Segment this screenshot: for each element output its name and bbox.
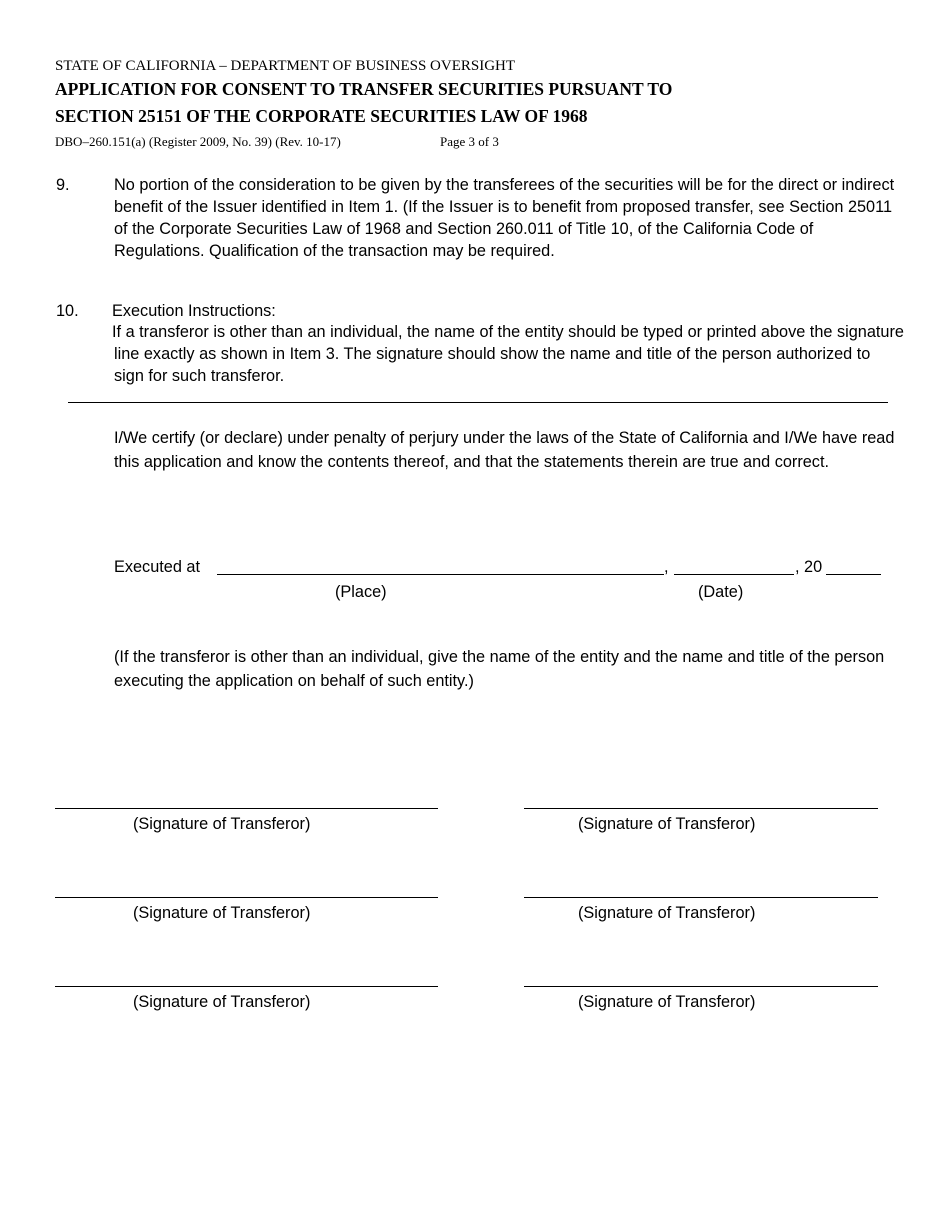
form-title-line-2: SECTION 25151 OF THE CORPORATE SECURITIES LAW OF 1968 (55, 106, 588, 126)
item-9-number: 9. (56, 176, 70, 194)
item-10-heading: Execution Instructions: (112, 302, 276, 320)
place-date-separator: , (664, 558, 669, 576)
date-field[interactable] (674, 574, 794, 575)
section-divider (68, 402, 888, 403)
signature-caption-2: (Signature of Transferor) (578, 815, 756, 833)
form-title-line-1: APPLICATION FOR CONSENT TO TRANSFER SECURITIES PURSUANT TO (55, 79, 673, 99)
year-prefix: , 20 (795, 558, 823, 576)
signature-line-1[interactable] (55, 808, 438, 809)
signature-line-6[interactable] (524, 986, 878, 987)
entity-instruction-note: (If the transferor is other than an individual, give the name of the entity and the name and title of the person executing the application on behalf of such entity.) (114, 648, 885, 690)
signature-line-3[interactable] (55, 897, 438, 898)
place-field[interactable] (217, 574, 664, 575)
signature-line-5[interactable] (55, 986, 438, 987)
signature-line-2[interactable] (524, 808, 878, 809)
page-number: Page 3 of 3 (440, 134, 499, 149)
form-number: DBO–260.151(a) (Register 2009, No. 39) (Rev. 10-17) (55, 134, 341, 149)
item-9-text: No portion of the consideration to be given by the transferees of the securities will be for the direct or indirect benefit of the Issuer identified in Item 1. (If the Issuer is to benefit from proposed transfer, see Section 25011 of the Corporate Securities Law of 1968 and Section 260.011 of Title 10, of the California Code of Regulations. Qualification of the transaction may be required. (114, 176, 895, 260)
agency-name: STATE OF CALIFORNIA – DEPARTMENT OF BUSINESS OVERSIGHT (55, 58, 516, 74)
signature-caption-5: (Signature of Transferor) (133, 993, 311, 1011)
signature-line-4[interactable] (524, 897, 878, 898)
signature-caption-4: (Signature of Transferor) (578, 904, 756, 922)
certification-statement: I/We certify (or declare) under penalty of perjury under the laws of the State of California and I/We have read this application and know the contents thereof, and that the statements therein are true and correct. (114, 429, 895, 471)
executed-at-label: Executed at (114, 558, 200, 576)
item-10-number: 10. (56, 302, 79, 320)
signature-caption-3: (Signature of Transferor) (133, 904, 311, 922)
signature-caption-1: (Signature of Transferor) (133, 815, 311, 833)
signature-caption-6: (Signature of Transferor) (578, 993, 756, 1011)
place-caption: (Place) (335, 583, 387, 601)
year-field[interactable] (826, 574, 881, 575)
item-10-text: If a transferor is other than an individual, the name of the entity should be typed or printed above the signature line exactly as shown in Item 3. The signature should show the name and title of the person authorized to sign for such transferor. (112, 323, 904, 385)
date-caption: (Date) (698, 583, 744, 601)
